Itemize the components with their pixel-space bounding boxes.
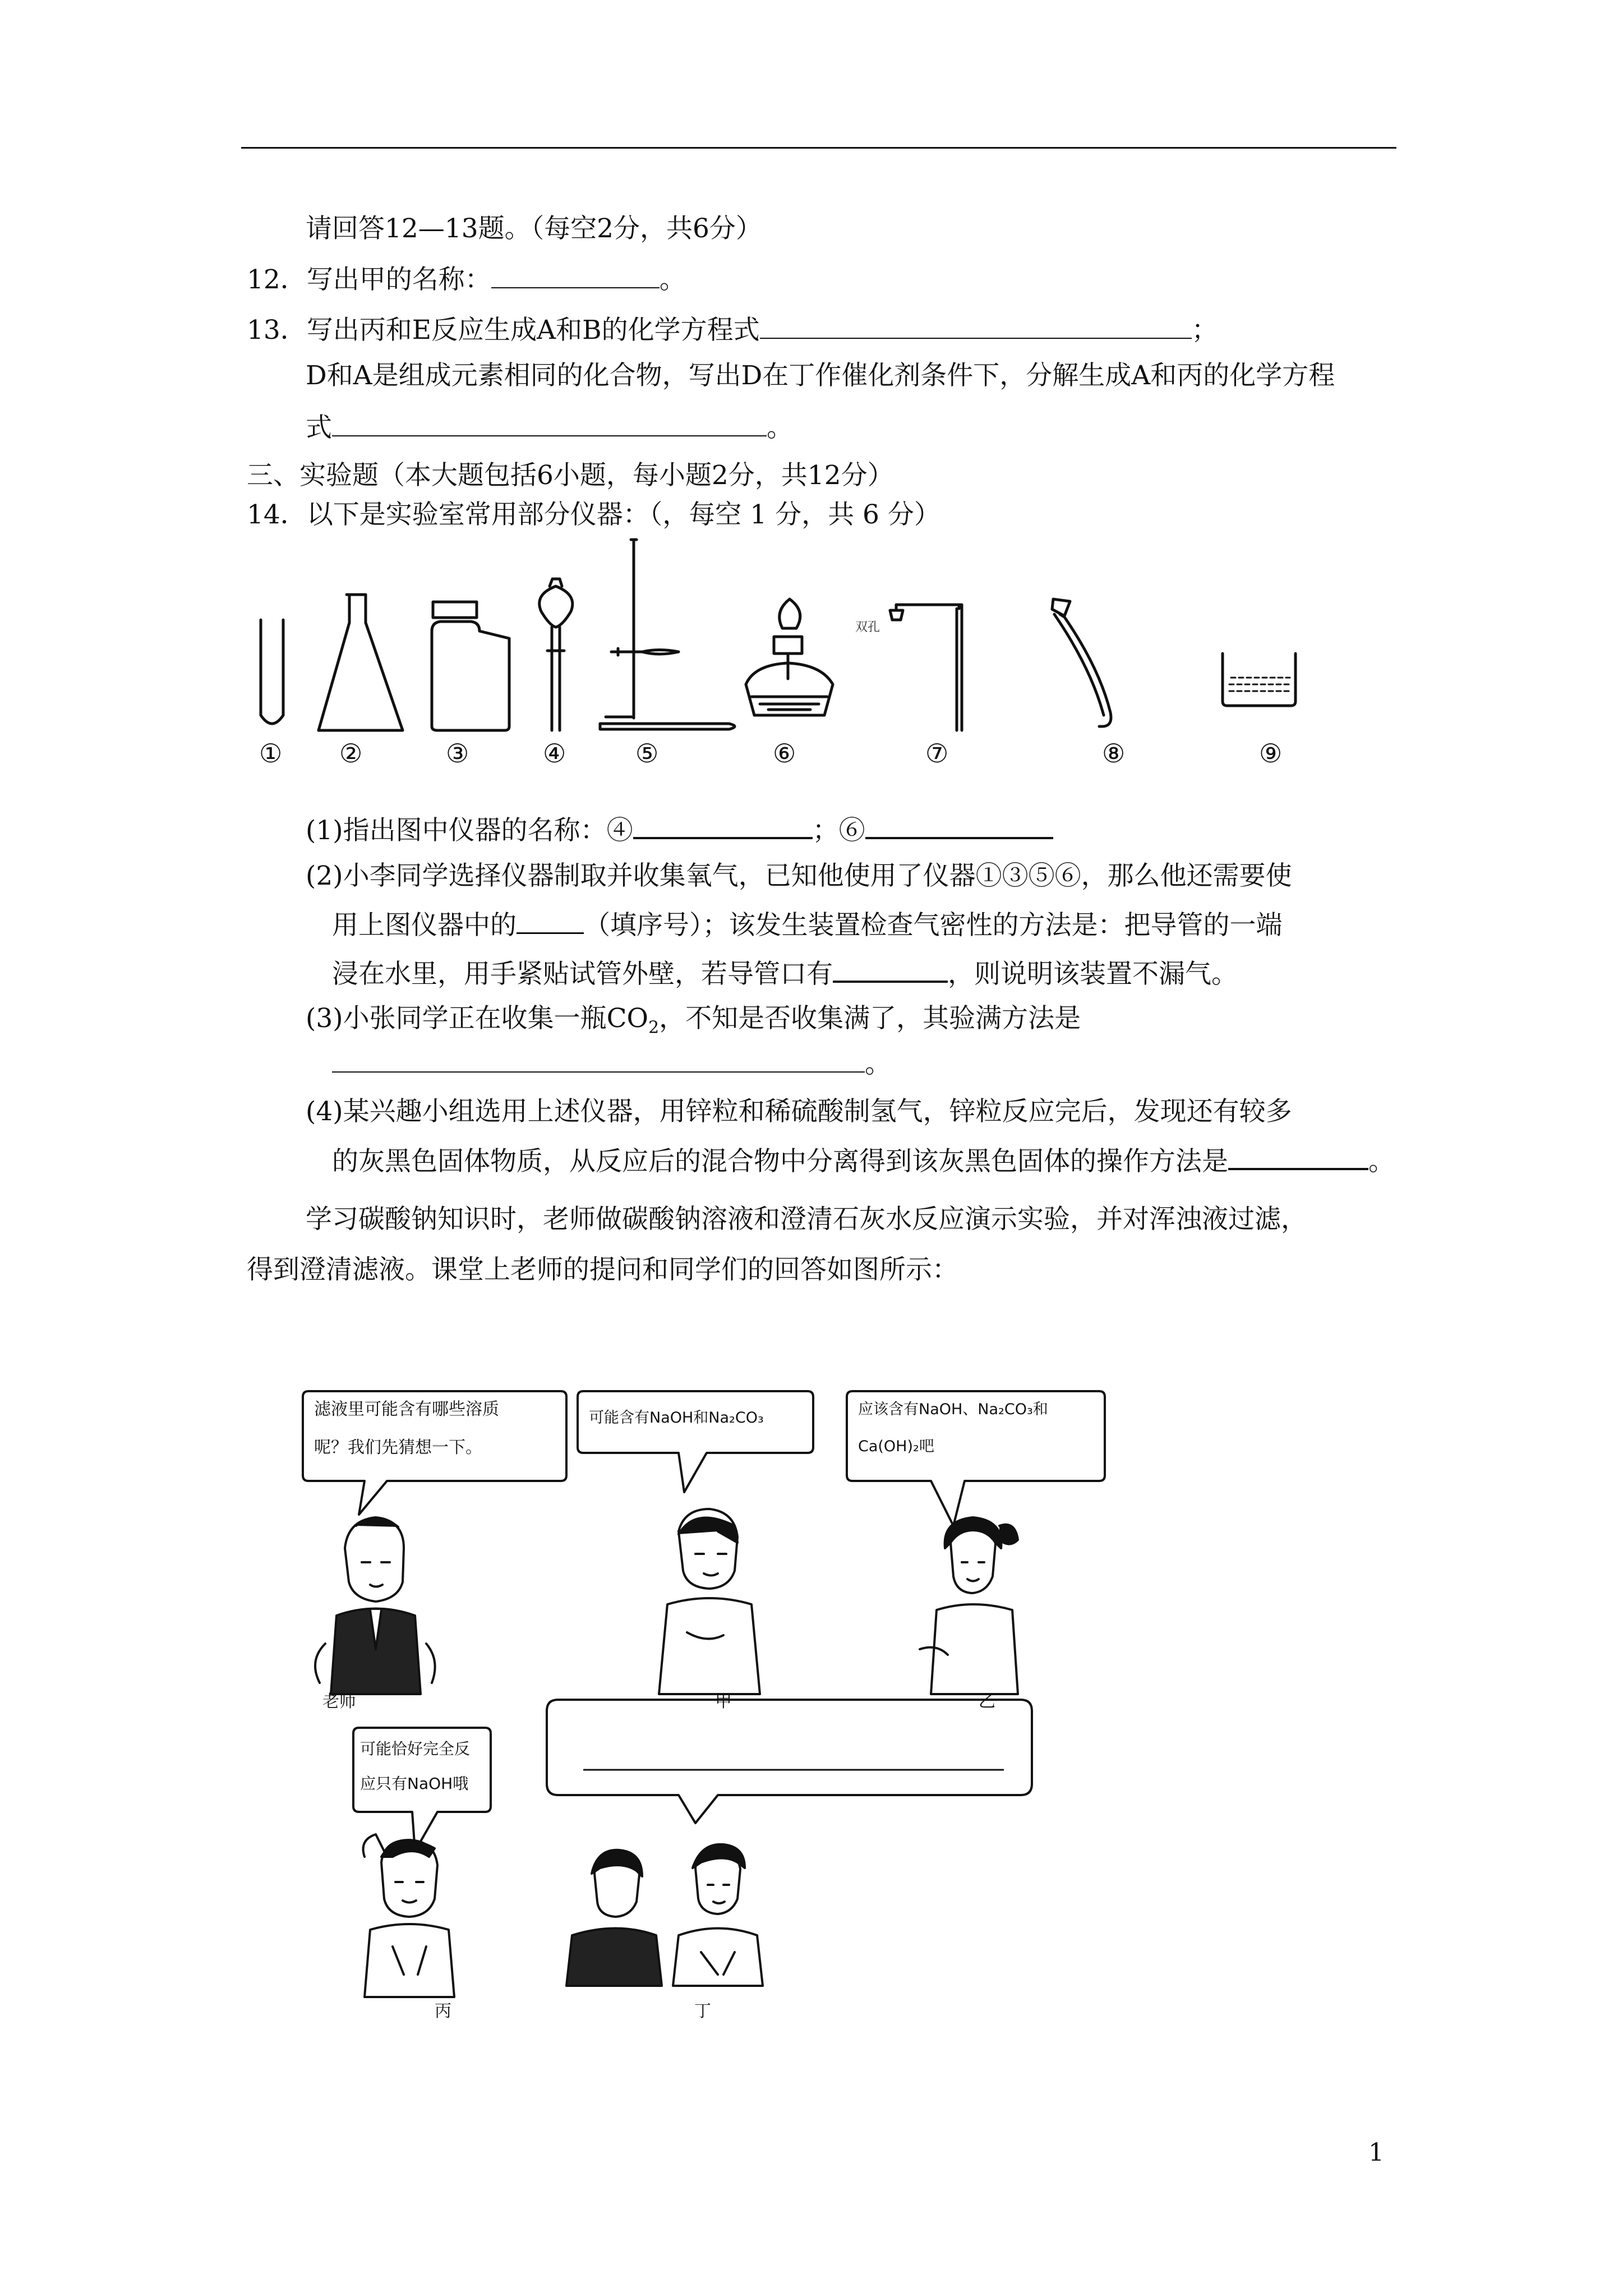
sub4-line2-text: 的灰黑色固体物质，从反应后的混合物中分离得到该灰黑色固体的操作方法是 <box>332 1146 1228 1177</box>
stopper-tube-icon <box>890 605 962 730</box>
sub2-line3 <box>332 956 1238 991</box>
bing-bubble-text <box>360 1736 470 1797</box>
instrument-label-5: ⑤ <box>635 738 659 769</box>
yi-figure <box>920 1517 1018 1694</box>
question-13 <box>247 313 1218 347</box>
sub-question-1 <box>306 812 1053 848</box>
teacher-figure <box>315 1517 435 1694</box>
instrument-label-2: ② <box>339 738 363 769</box>
yi-bubble-line2: Ca(OH)₂吧 <box>858 1438 934 1455</box>
sub4-line2 <box>332 1143 1395 1179</box>
header-rule <box>241 147 1396 149</box>
sub1-text: (1)指出图中仪器的名称：④ <box>306 815 633 846</box>
instrument-label-3: ③ <box>446 738 469 769</box>
sub1-sep: ；⑥ <box>812 815 865 846</box>
bing-figure <box>363 1834 455 1997</box>
page-number: 1 <box>1368 2138 1384 2167</box>
ding-speech-bubble <box>547 1700 1032 1823</box>
sub2-line3-b: ，则说明该装置不漏气。 <box>948 959 1238 990</box>
q13-answer-blank-2[interactable] <box>332 411 767 436</box>
sub2-line1: (2)小李同学选择仪器制取并收集氧气，已知他使用了仪器①③⑤⑥，那么他还需要使 <box>306 861 1292 891</box>
section-3-heading: 三、实验题（本大题包括6小题，每小题2分，共12分） <box>247 460 894 491</box>
test-tube-icon <box>261 620 283 724</box>
teacher-bubble-text <box>314 1397 499 1461</box>
question-12 <box>247 263 686 297</box>
ding-name: 丁 <box>694 2001 711 2021</box>
sub1-blank-6[interactable] <box>865 812 1053 839</box>
yi-bubble-line1: 应该含有NaOH、Na₂CO₃和 <box>858 1401 1048 1418</box>
sub2-line3-a: 浸在水里，用手紧贴试管外壁，若导管口有 <box>332 959 833 990</box>
water-trough-icon <box>1223 654 1295 706</box>
yi-name: 乙 <box>979 1692 995 1711</box>
wide-mouth-bottle-icon <box>432 602 509 730</box>
q13-line3-end: 。 <box>767 412 793 443</box>
sub2-blank-instrument[interactable] <box>517 908 584 934</box>
paragraph-line1: 学习碳酸钠知识时，老师做碳酸钠溶液和澄清石灰水反应演示实验，并对浑浊液过滤， <box>306 1204 1307 1235</box>
sub4-answer-blank[interactable] <box>1228 1143 1368 1170</box>
teacher-bubble-line2: 呢？我们先猜想一下。 <box>314 1438 482 1457</box>
instrument-label-4: ④ <box>543 738 566 769</box>
q12-text: 写出甲的名称： <box>306 264 491 295</box>
ding-figure <box>566 1844 763 1986</box>
sub3-line1-a: (3)小张同学正在收集一瓶CO <box>306 1003 649 1034</box>
alcohol-lamp-icon <box>746 599 833 715</box>
intro-line: 请回答12—13题。（每空2分，共6分） <box>306 213 762 244</box>
bing-bubble-line1: 可能恰好完全反 <box>360 1740 471 1758</box>
sub3-line1 <box>306 1002 1081 1045</box>
bing-name: 丙 <box>435 2001 451 2021</box>
q13-line2: D和A是组成元素相同的化合物，写出D在丁作催化剂条件下，分解生成A和丙的化学方程 <box>306 360 1335 391</box>
sub2-line2 <box>332 908 1283 942</box>
sub3-answer-blank[interactable] <box>332 1047 865 1073</box>
jia-name: 甲 <box>715 1692 732 1711</box>
instrument-label-8: ⑧ <box>1102 738 1126 769</box>
teacher-name: 老师 <box>322 1692 356 1711</box>
q12-answer-blank[interactable] <box>491 263 660 288</box>
paragraph-line2: 得到澄清滤液。课堂上老师的提问和同学们的回答如图所示： <box>247 1254 958 1285</box>
bent-tube-icon <box>1052 599 1111 726</box>
bing-bubble-line2: 应只有NaOH哦 <box>360 1774 469 1793</box>
q13-number: 13． <box>247 315 307 346</box>
q13-text: 写出丙和E反应生成A和B的化学方程式 <box>306 315 760 346</box>
instrument-label-9: ⑨ <box>1259 738 1283 769</box>
sub3-subscript: 2 <box>648 1018 660 1038</box>
q13-line3 <box>306 411 793 445</box>
teacher-bubble-line1: 滤液里可能含有哪些溶质 <box>314 1400 499 1419</box>
jia-bubble-text: 可能含有NaOH和Na₂CO₃ <box>589 1409 764 1427</box>
q12-number: 12． <box>247 264 307 295</box>
double-hole-note: 双孔 <box>855 620 880 634</box>
sub2-blank-phenomenon[interactable] <box>833 956 948 983</box>
instrument-label-7: ⑦ <box>925 738 949 769</box>
sub3-end: 。 <box>865 1048 891 1079</box>
iron-stand-icon <box>600 540 735 729</box>
q13-line3-start: 式 <box>306 412 332 443</box>
sub2-line2-b: （填序号）；该发生装置检查气密性的方法是：把导管的一端 <box>584 910 1283 941</box>
sub3-line1-b: ，不知是否收集满了，其验满方法是 <box>659 1003 1081 1034</box>
q12-end: 。 <box>659 264 686 295</box>
classroom-cartoon <box>292 1380 1133 2019</box>
sub2-line2-a: 用上图仪器中的 <box>332 910 517 941</box>
q14-text: 以下是实验室常用部分仪器：（，每空 1 分，共 6 分） <box>306 499 940 530</box>
jia-figure <box>659 1509 760 1694</box>
question-14 <box>247 498 940 532</box>
sub3-line2 <box>332 1047 891 1081</box>
conical-flask-icon <box>319 595 403 730</box>
separatory-funnel-icon <box>540 579 573 730</box>
sub4-end: 。 <box>1368 1146 1395 1177</box>
q13-answer-blank-1[interactable] <box>760 313 1192 339</box>
sub4-line1: (4)某兴趣小组选用上述仪器，用锌粒和稀硫酸制氢气，锌粒反应完后，发现还有较多 <box>306 1096 1292 1127</box>
q14-number: 14． <box>247 499 307 530</box>
instrument-label-6: ⑥ <box>773 738 796 769</box>
q13-end: ； <box>1191 315 1218 346</box>
sub1-blank-4[interactable] <box>633 812 813 839</box>
yi-bubble-text <box>858 1397 1048 1460</box>
instrument-label-1: ① <box>259 738 283 769</box>
